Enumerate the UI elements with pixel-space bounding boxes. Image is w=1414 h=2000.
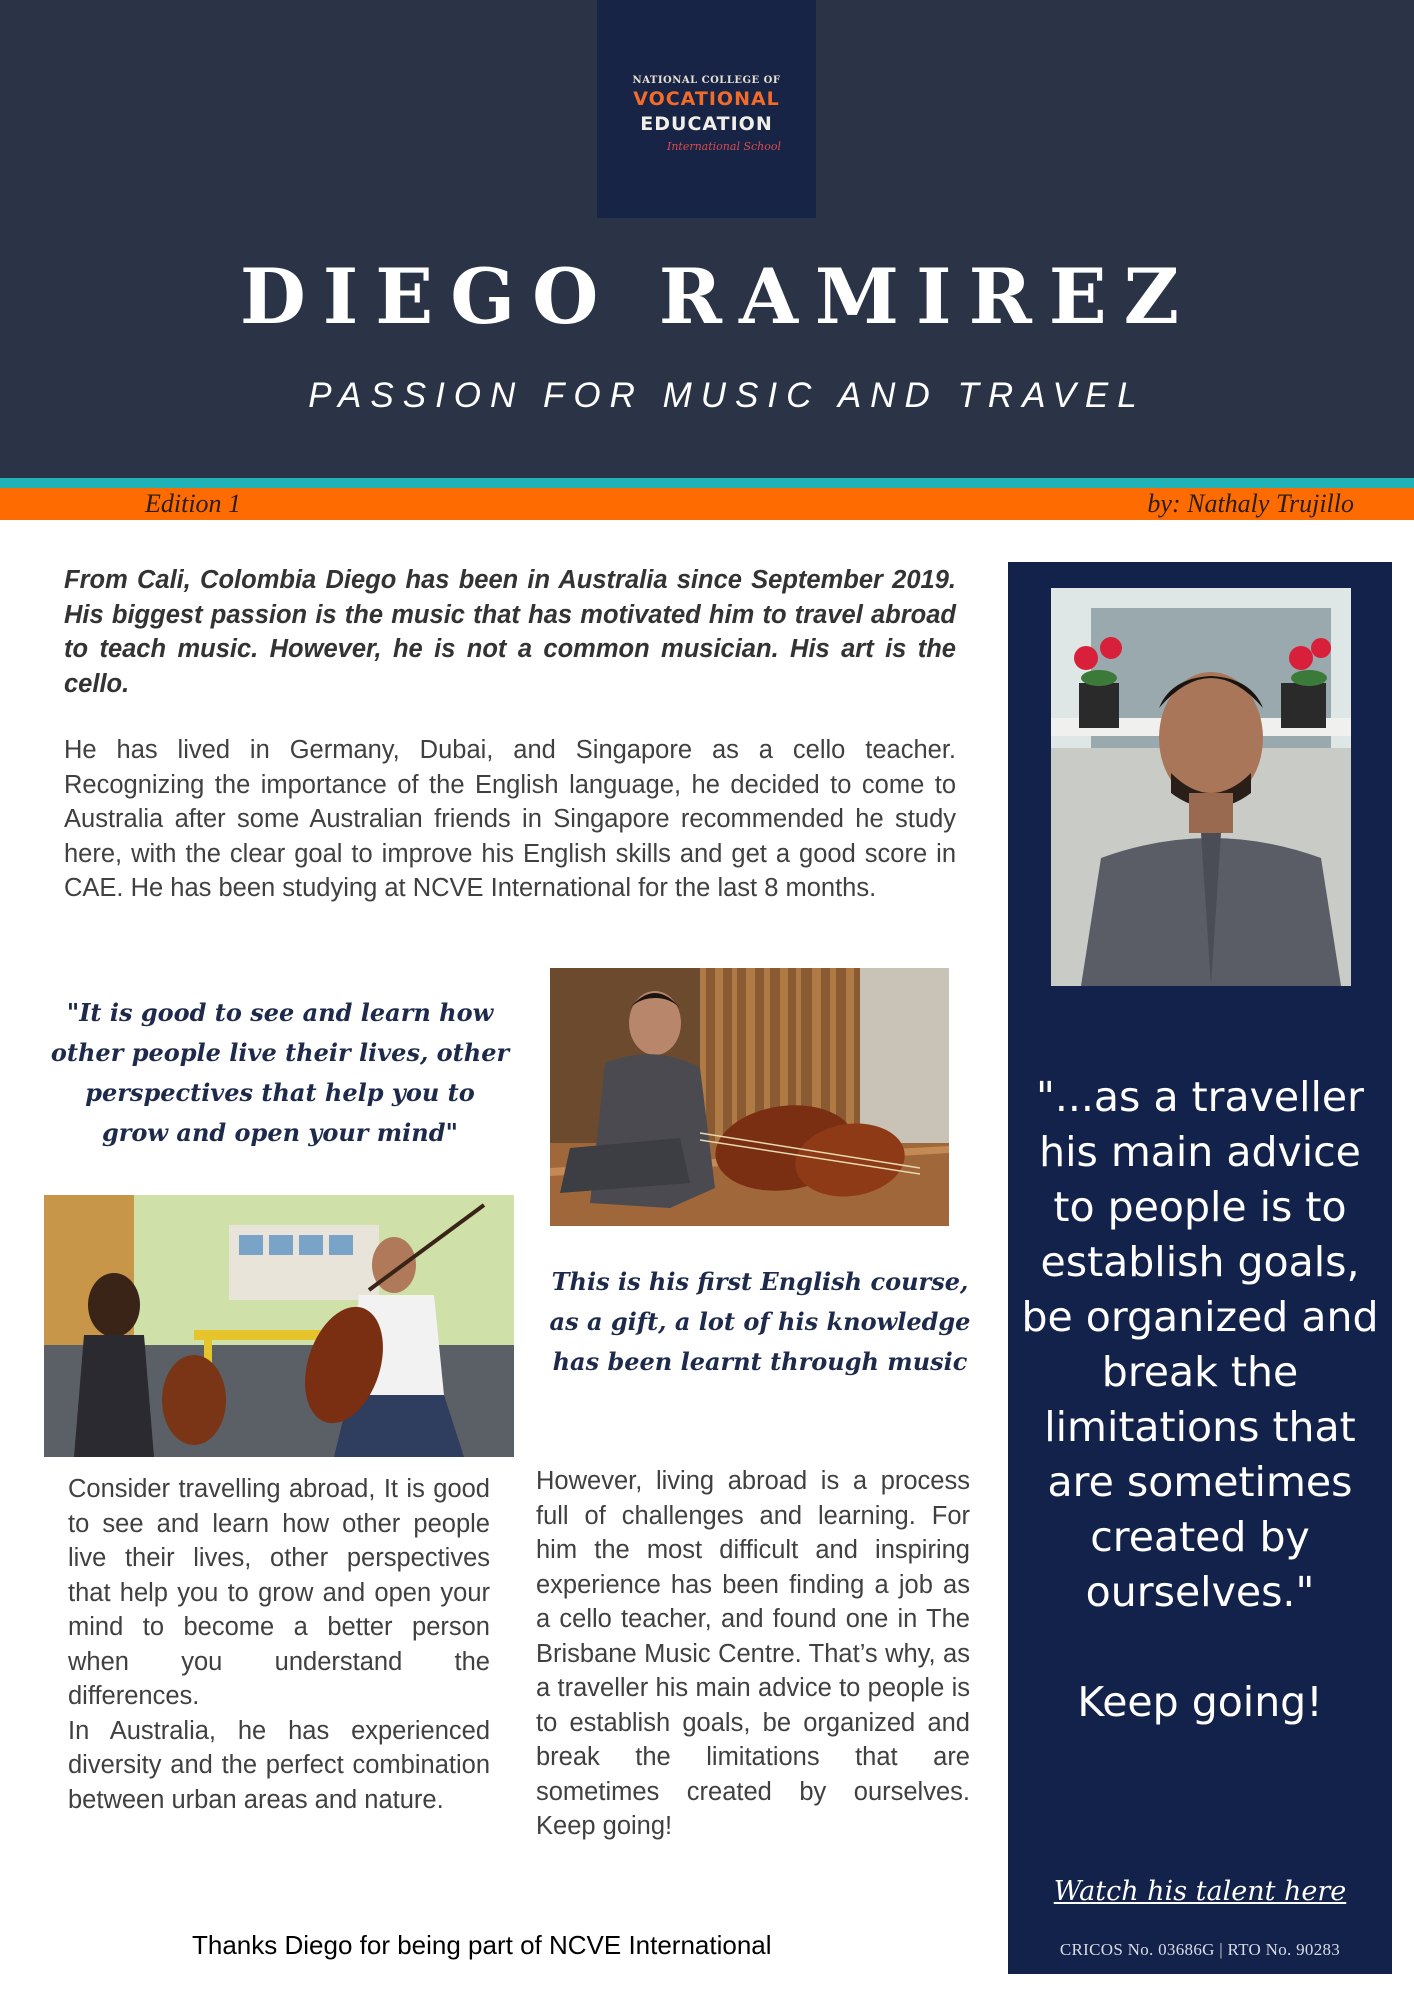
- logo-line-1: NATIONAL COLLEGE OF: [632, 75, 781, 86]
- edition-label: Edition 1: [145, 489, 242, 518]
- logo-line-2: VOCATIONAL: [633, 88, 780, 110]
- page-title: DIEGO RAMIREZ: [239, 252, 1197, 341]
- diego-portrait-photo: [1051, 588, 1351, 986]
- sidebar-quote: "...as a traveller his main advice to people is to establish goals, be organized and break the limitations that are sometimes created by ourselves.": [1021, 1073, 1379, 1616]
- pull-quote-perspectives: "It is good to see and learn how other people live their lives, other perspectives that help you to grow and open your mind": [50, 998, 510, 1147]
- travel-advice-column: [68, 1472, 490, 1817]
- classroom-lesson-photo: [44, 1195, 514, 1457]
- pull-quote-first-course: This is his first English course, as a gift, a lot of his knowledge has been learnt through music: [549, 1267, 971, 1376]
- logo-line-3: EDUCATION: [640, 113, 773, 135]
- travel-advice-paragraph-1: Consider travelling abroad, It is good to see and learn how other people live their lives, other perspectives that help you to grow and open your mind to become a better person when you understand the differences.: [68, 1475, 490, 1710]
- teal-stripe: [0, 478, 1414, 488]
- thanks-footer: Thanks Diego for being part of NCVE International: [192, 1930, 772, 1960]
- page-subtitle: PASSION FOR MUSIC AND TRAVEL: [308, 376, 1146, 415]
- accreditation-footer: CRICOS No. 03686G | RTO No. 90283: [1059, 1940, 1341, 1959]
- author-byline: by: Nathaly Trujillo: [1147, 489, 1354, 518]
- bio-paragraph: He has lived in Germany, Dubai, and Singapore as a cello teacher. Recognizing the importance of the English language, he decided to come to Australia after some Australian friends in Singapore recommended he study here, with the clear goal to improve his English skills and get a good score in CAE. He has been studying at NCVE International for the last 8 months.: [64, 736, 956, 902]
- logo-line-4: International School: [666, 140, 782, 153]
- sidebar-closing: Keep going!: [1077, 1678, 1323, 1726]
- living-abroad-column: However, living abroad is a process full of challenges and learning. For him the most difficult and inspiring experience has been finding a job as a cello teacher, and found one in The Brisbane Music Centre. That’s why, as a traveller his main advice to people is to establish goals, be organized and break the limitations that are sometimes created by ourselves. Keep going!: [536, 1467, 970, 1840]
- watch-talent-link[interactable]: Watch his talent here: [1053, 1876, 1347, 1907]
- intro-paragraph: From Cali, Colombia Diego has been in Australia since September 2019. His biggest passion is the music that has motivated him to travel abroad to teach music. However, he is not a common musician. His art is the cello.: [64, 566, 956, 698]
- travel-advice-paragraph-2: In Australia, he has experienced diversity and the perfect combination between urban areas and nature.: [68, 1716, 490, 1814]
- diego-cello-photo: [550, 968, 949, 1226]
- ncve-logo: [597, 0, 816, 218]
